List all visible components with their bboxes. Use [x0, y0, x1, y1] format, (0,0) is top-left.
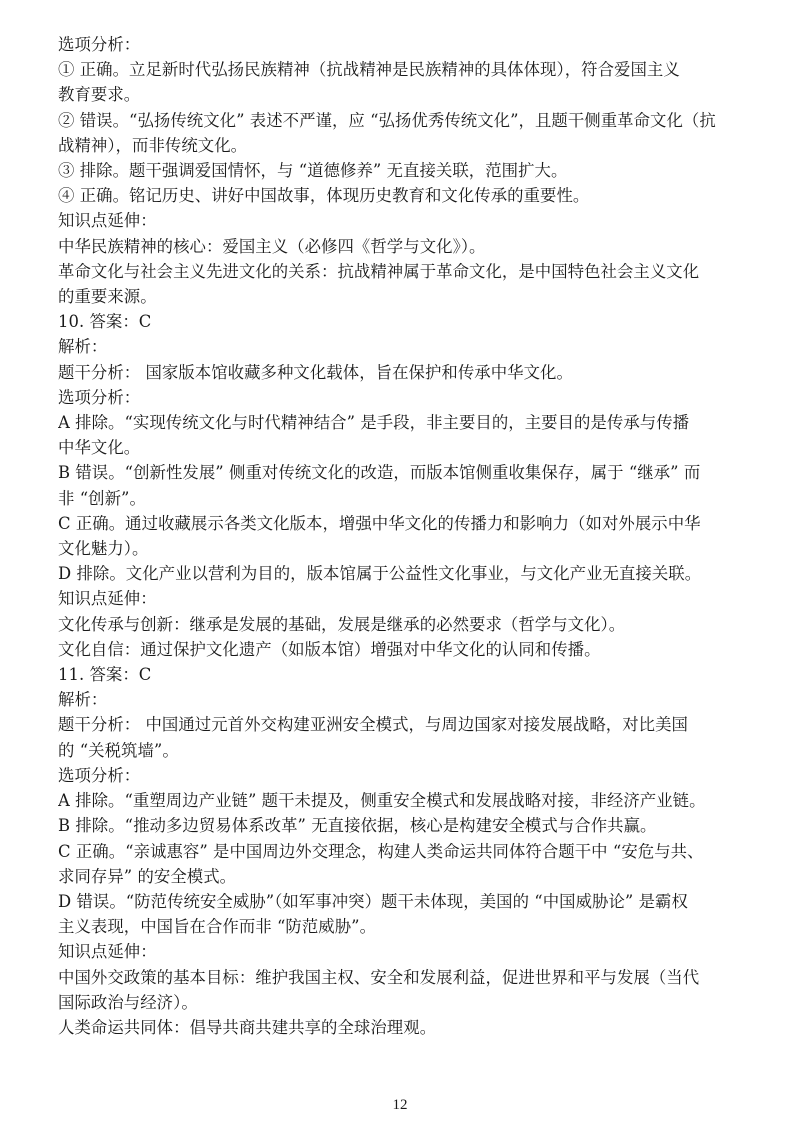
- text-line: 10. 答案：C: [58, 312, 152, 332]
- text-line: 11. 答案：C: [58, 665, 152, 685]
- text-line: A 排除。“重塑周边产业链” 题干未提及，侧重安全模式和发展战略对接，非经济产业链。: [58, 791, 706, 811]
- text-line: A 排除。“实现传统文化与时代精神结合” 是手段，非主要目的，主要目的是传承与传播: [58, 413, 690, 433]
- text-line: 题干分析： 中国通过元首外交构建亚洲安全模式，与周边国家对接发展战略，对比美国: [58, 715, 689, 735]
- text-line: 文化传承与创新：继承是发展的基础，发展是继承的必然要求（哲学与文化）。: [58, 614, 626, 634]
- text-line: B 错误。“创新性发展” 侧重对传统文化的改造，而版本馆侧重收集保存，属于 “继承” 而: [58, 463, 701, 483]
- text-line: 战精神），而非传统文化。: [58, 135, 248, 155]
- text-line: C 正确。通过收藏展示各类文化版本，增强中华文化的传播力和影响力（如对外展示中华: [58, 513, 701, 533]
- text-line: ④ 正确。铭记历史、讲好中国故事，体现历史教育和文化传承的重要性。: [58, 186, 590, 206]
- text-line: 知识点延伸：: [58, 589, 157, 609]
- text-line: 选项分析：: [58, 35, 141, 54]
- text-line: 的重要来源。: [58, 287, 157, 307]
- text-line: 文化自信：通过保护文化遗产（如版本馆）增强对中华文化的认同和传播。: [58, 639, 601, 659]
- text-line: 题干分析： 国家版本馆收藏多种文化载体，旨在保护和传承中华文化。: [58, 362, 573, 382]
- text-line: 教育要求。: [58, 85, 141, 105]
- text-line: 选项分析：: [58, 765, 141, 785]
- text-line: 中华文化。: [58, 438, 141, 458]
- text-line: 的 “关税筑墙”。: [58, 740, 179, 760]
- text-line: 选项分析：: [58, 387, 141, 407]
- text-line: 解析：: [58, 337, 108, 357]
- text-line: B 排除。“推动多边贸易体系改革” 无直接依据，核心是构建安全模式与合作共赢。: [58, 816, 657, 836]
- text-line: 中国外交政策的基本目标：维护我国主权、安全和发展利益，促进世界和平与发展（当代: [58, 967, 700, 987]
- text-line: D 排除。文化产业以营利为目的，版本馆属于公益性文化事业，与文化产业无直接关联。: [58, 564, 702, 584]
- text-line: 国际政治与经济）。: [58, 992, 198, 1012]
- text-line: 人类命运共同体：倡导共商共建共享的全球治理观。: [58, 1017, 437, 1037]
- text-line: 非 “创新”。: [58, 488, 146, 508]
- text-line: C 正确。“亲诚惠容” 是中国周边外交理念，构建人类命运共同体符合题干中 “安危与共、: [58, 841, 704, 861]
- text-line: ① 正确。立足新时代弘扬民族精神（抗战精神是民族精神的具体体现），符合爱国主义: [58, 60, 680, 80]
- text-line: ② 错误。“弘扬传统文化” 表述不严谨，应 “弘扬优秀传统文化”，且题干侧重革命文化（抗: [58, 110, 716, 130]
- text-line: 求同存异” 的安全模式。: [58, 866, 237, 886]
- text-line: ③ 排除。题干强调爱国情怀，与 “道德修养” 无直接关联，范围扩大。: [58, 161, 568, 181]
- text-line: D 错误。“防范传统安全威胁”（如军事冲突）题干未体现，美国的 “中国威胁论” 是霸权: [58, 891, 688, 911]
- text-line: 文化魅力）。: [58, 539, 149, 559]
- text-line: 解析：: [58, 690, 108, 710]
- page-number: 12: [392, 1097, 408, 1113]
- text-line: 知识点延伸：: [58, 211, 157, 231]
- text-line: 知识点延伸：: [58, 942, 157, 962]
- text-line: 革命文化与社会主义先进文化的关系：抗战精神属于革命文化，是中国特色社会主义文化: [58, 261, 700, 281]
- text-line: 中华民族精神的核心：爱国主义（必修四《哲学与文化》）。: [58, 236, 486, 256]
- text-line: 主义表现，中国旨在合作而非 “防范威胁”。: [58, 917, 377, 937]
